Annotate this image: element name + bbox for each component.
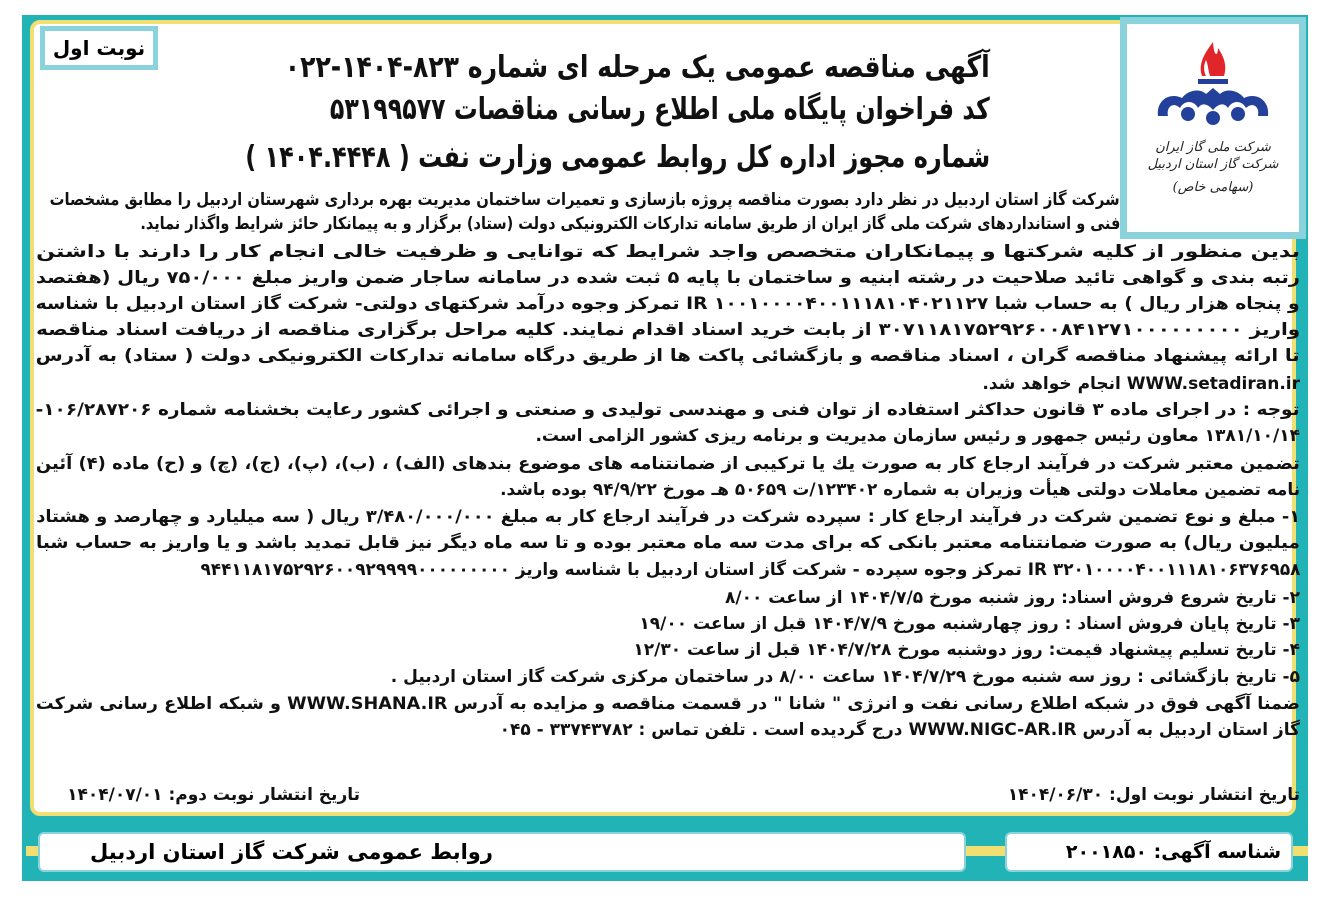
footer-bar: [22, 822, 1308, 881]
body-text-line: نامه تضمین معاملات دولتی هیأت وزیران به شماره ۱۲۳۴۰۲/ت ۵۰۶۵۹ هـ مورخ ۹۴/۹/۲۲ بوده باشد.: [500, 480, 1300, 500]
body-text-line: ضمنا آگهی فوق در شبکه اطلاع رسانی نفت و انرژی " شانا " در قسمت مناقصه و مزایده به آدرس WWW.SHANA.IR و شبکه اطلاع رسانی شرکت: [35, 694, 1301, 714]
body-text-line: فنی و استانداردهای شرکت ملی گاز ایران از طریق سامانه تدارکات الکترونیکی دولت (ستاد) برگزار و به پیمانکار حائز شرایط واگذار نماید.: [140, 214, 1120, 234]
ad-id: شناسه آگهی: ۲۰۰۱۸۵۰: [1065, 841, 1281, 863]
body-text-line: واریز ۳۰۷۱۱۸۱۷۵۲۹۲۶۰۰۸۴۱۲۷۱۰۰۰۰۰۰۰۰۰ از بابت خرید اسناد اقدام نمایند. کلیه مراحل برگزاری مناقصه از دریافت اسناد مناقصه: [36, 320, 1300, 340]
body-text-line: رتبه بندی و گواهی تائید صلاحیت در رشته ابنیه و ساختمان با پایه ۵ ثبت شده در سامانه ساجار ضمن واریز مبلغ ۷۵۰/۰۰۰ ریال (هفتصد: [36, 268, 1300, 288]
logo-text-type: (سهامی خاص): [1172, 180, 1254, 195]
tender-code-title: کد فراخوان پایگاه ملی اطلاع رسانی مناقصات ۵۳۱۹۹۵۷۷: [330, 92, 990, 127]
body-text-line: WWW.setadiran.ir انجام خواهد شد.: [982, 374, 1300, 394]
body-text-line: ۵- تاریخ بازگشائی : روز سه شنبه مورخ ۱۴۰۴/۷/۲۹ ساعت ۸/۰۰ در ساختمان مرکزی شرکت گاز استان اردبیل .: [390, 667, 1300, 687]
logo-text-ardabil: شرکت گاز استان اردبیل: [1147, 157, 1279, 172]
publish-date-first: تاریخ انتشار نوبت اول: ۱۴۰۴/۰۶/۳۰: [1007, 785, 1300, 805]
nigc-emblem-icon: [1148, 34, 1278, 134]
logo-text-nigc: شرکت ملی گاز ایران: [1155, 140, 1271, 155]
body-text-line: تا ارائه پیشنهاد مناقصه گران ، اسناد مناقصه و بازگشائی پاکت ها از طریق درگاه سامانه تدارکات الکترونیکی دولت ( ستاد) به آدرس: [36, 346, 1300, 366]
publisher-box: [38, 832, 966, 872]
company-logo-box: [1120, 17, 1306, 239]
body-text-line: گاز استان اردبیل به آدرس WWW.NIGC-AR.IR درج گردیده است . تلفن تماس : ۳۳۷۴۳۷۸۲ - ۰۴۵: [499, 720, 1300, 740]
publication-round-badge: نوبت اول: [40, 26, 158, 70]
ad-id-box: [1005, 832, 1293, 872]
body-text-line: شرکت گاز استان اردبیل در نظر دارد بصورت مناقصه پروژه بازسازی و تعمیرات ساختمان مدیریت بهره برداری شهرستان اردبیل را مطابق مشخصات: [50, 190, 1120, 210]
body-text-line: تضمین معتبر شرکت در فرآیند ارجاع کار به صورت یك یا ترکیبی از ضمانتنامه های موضوع بندهای (الف) ، (ب)، (پ)، (ج)، (چ) و (ح) ماده (۴) آئین: [36, 454, 1300, 474]
publisher-name: روابط عمومی شرکت گاز استان اردبیل: [90, 840, 493, 864]
body-text-line: ۲- تاریخ شروع فروش اسناد: روز شنبه مورخ ۱۴۰۴/۷/۵ از ساعت ۸/۰۰: [725, 588, 1300, 608]
body-text-line: ۱۳۸۱/۱۰/۱۴ معاون رئیس جمهور و رئیس سازمان مدیریت و برنامه ریزی کشور الزامی است.: [535, 426, 1300, 446]
permit-number-title: شماره مجوز اداره کل روابط عمومی وزارت نفت ( ۱۴۰۴.۴۴۴۸ ): [245, 140, 990, 175]
body-text-line: ۳- تاریخ پایان فروش اسناد : روز چهارشنبه مورخ ۱۴۰۴/۷/۹ قبل از ساعت ۱۹/۰۰: [639, 614, 1300, 634]
body-text-line: ۱- مبلغ و نوع تضمین شرکت در فرآیند ارجاع کار : سپرده شرکت در فرآیند ارجاع کار به مبلغ ۳/۴۸۰/۰۰۰/۰۰۰ ریال ( سه میلیارد و چهارصد و هشتاد: [36, 507, 1300, 527]
body-text-line: میلیون ریال) به صورت ضمانتنامه معتبر بانکی که برای مدت سه ماه معتبر بوده و تا سه ماه دیگر نیز قابل تمدید باشد و یا واریز به حساب شبا: [36, 533, 1300, 553]
body-text-line: بدین منظور از کلیه شرکتها و پیمانکاران متخصص واجد شرایط که توانایی و ظرفیت خالی انجام کار را دارند با داشتن: [36, 242, 1300, 262]
body-text-line: توجه : در اجرای ماده ۳ قانون حداکثر استفاده از توان فنی و مهندسی تولیدی و صنعتی و اجرائی کشور رعایت بخشنامه شماره ۱۰۶/۲۸۷۲۰۶-: [36, 400, 1300, 420]
ad-title: آگهی مناقصه عمومی یک مرحله ای شماره ۸۲۳-۱۴۰۴-۰۲۲: [285, 50, 990, 85]
body-text-line: IR ۳۲۰۱۰۰۰۰۴۰۰۱۱۱۸۱۰۶۳۷۶۹۵۸ تمرکز وجوه سپرده - شرکت گاز استان اردبیل با شناسه واریز ۹۴۴۱۱۸۱۷۵۲۹۲۶۰۰۹۲۹۹۹۹۰۰۰۰۰۰۰۰۰: [200, 560, 1300, 580]
body-text-line: و پنجاه هزار ریال ) به حساب شبا IR ۱۰۰۱۰۰۰۰۴۰۰۱۱۱۸۱۰۴۰۲۱۱۲۷ تمرکز وجوه درآمد شرکتهای دولتی- شرکت گاز استان اردبیل با شناسه: [36, 294, 1300, 314]
body-text-line: ۴- تاریخ تسلیم پیشنهاد قیمت: روز دوشنبه مورخ ۱۴۰۴/۷/۲۸ قبل از ساعت ۱۲/۳۰: [633, 640, 1300, 660]
publish-date-second: تاریخ انتشار نوبت دوم: ۱۴۰۴/۰۷/۰۱: [67, 785, 360, 805]
